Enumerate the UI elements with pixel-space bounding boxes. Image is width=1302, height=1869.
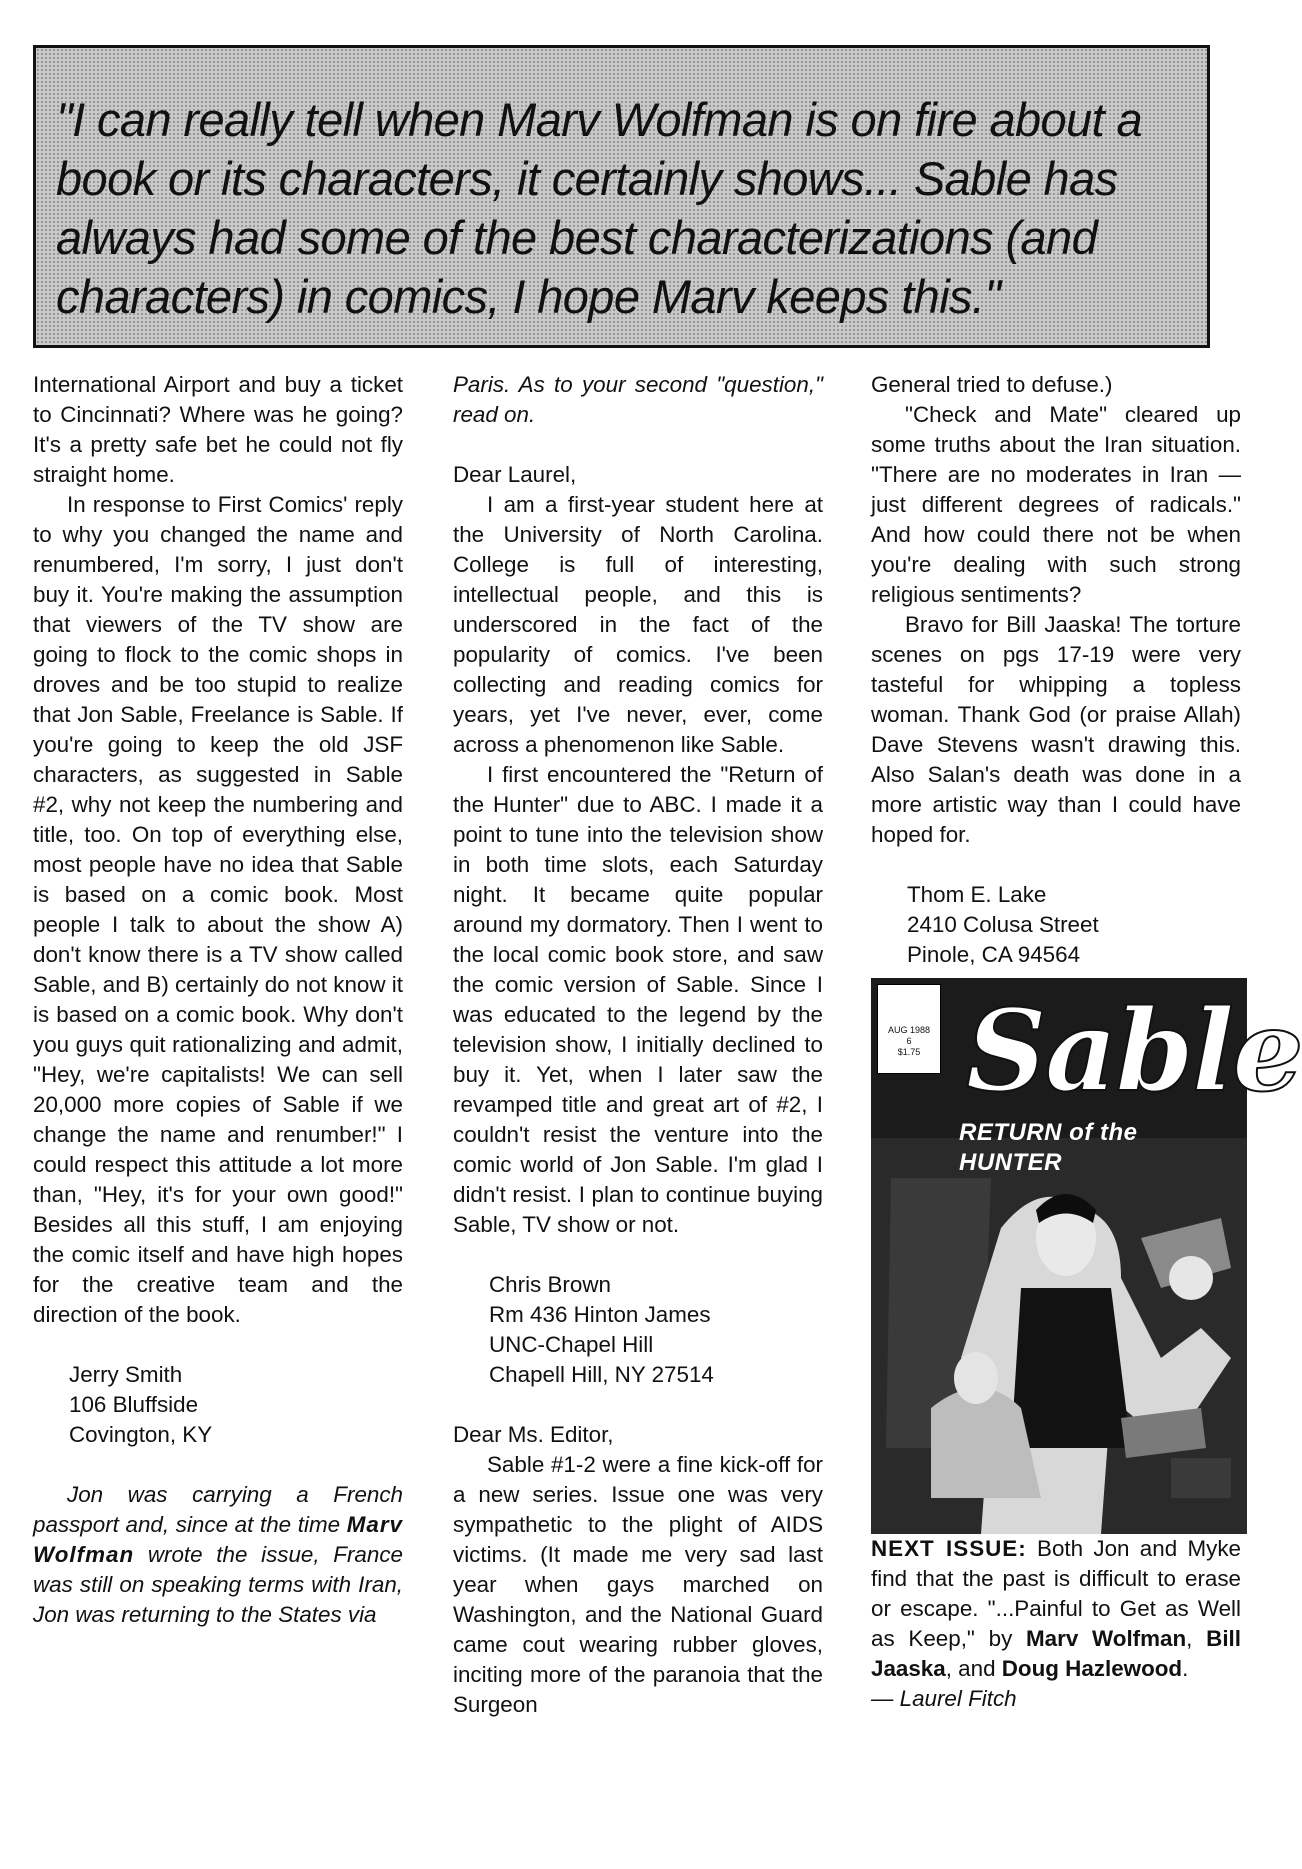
address-line: Chapell Hill, NY 27514	[489, 1362, 714, 1387]
address-line: Covington, KY	[69, 1422, 213, 1447]
address-line: Jerry Smith	[69, 1362, 183, 1387]
letter-paragraph: International Airport and buy a ticket to Cincinnati? Where was he going? It's a pretty safe bet he could not fly straight home.	[33, 372, 403, 487]
letter-paragraph: "Check and Mate" cleared up some truths about the Iran situation. "There are no moderates in Iran — just different degrees of radicals." And how could there not be when you're dealing with such strong religious sentiments?	[871, 402, 1241, 607]
letter-greeting: Dear Ms. Editor,	[453, 1422, 614, 1447]
next-issue-blurb: NEXT ISSUE: Both Jon and Myke find that the past is difficult to erase or escape. "...Painful to Get as Well as Keep," by Marv Wolfman, Bill Jaaska, and Doug Hazlewood.	[871, 1536, 1241, 1681]
editor-signature: — Laurel Fitch	[871, 1686, 1017, 1711]
address-line: 106 Bluffside	[69, 1392, 199, 1417]
author-name: Marv Wolfman	[33, 1512, 403, 1567]
pull-quote-box	[33, 45, 1210, 348]
cover-date: AUG 1988	[887, 1025, 931, 1035]
column-1	[33, 370, 403, 1630]
address-line: UNC-Chapel Hill	[489, 1332, 654, 1357]
editor-reply: Jon was carrying a French passport and, since at the time Marv Wolfman wrote the issue, France was still on speaking terms with Iran, Jon was returning to the States via	[33, 1482, 403, 1627]
letter-paragraph: Sable #1-2 were a fine kick-off for a new series. Issue one was very sympathetic to the plight of AIDS victims. (It made me very sad last year when gays marched on Washington, and the National Guard came cout wearing rubber gloves, inciting more of the paranoia that the Surgeon	[453, 1452, 823, 1717]
cover-corner-box	[877, 984, 941, 1074]
letter-signature-address	[871, 880, 1241, 970]
letter-paragraph: Bravo for Bill Jaaska! The torture scenes on pgs 17-19 were very tasteful for whipping a topless woman. Thank God (or praise Allah) Dave Stevens wasn't drawing this. Also Salan's death was done in a more artistic way than I could have hoped for.	[871, 612, 1241, 847]
address-line: Pinole, CA 94564	[907, 942, 1081, 967]
author-name: Marv Wolfman	[1026, 1626, 1187, 1651]
column-2	[453, 370, 823, 1720]
address-line: 2410 Colusa Street	[907, 912, 1099, 937]
letter-signature-address	[33, 1360, 403, 1450]
letter-paragraph: I first encountered the "Return of the Hunter" due to ABC. I made it a point to tune into the television show in both time slots, each Saturday night. It became quite popular around my dormatory. Then I went to the local comic book store, and saw the comic version of Sable. Since I was educated to the legend by the television show, I initially declined to buy it. Yet, when I later saw the revamped title and great art of #2, I couldn't resist the venture into the comic world of Jon Sable. I'm glad I didn't resist. I plan to continue buying Sable, TV show or not.	[453, 762, 823, 1237]
address-line: Rm 436 Hinton James	[489, 1302, 711, 1327]
letter-paragraph: I am a first-year student here at the University of North Carolina. College is full of interesting, intellectual people, and this is underscored in the fact of the popularity of comics. I've been collecting and reading comics for years, yet I've never, ever, come across a phenomenon like Sable.	[453, 492, 823, 757]
letter-paragraph: In response to First Comics' reply to why you changed the name and renumbered, I'm sorry, I just don't buy it. You're making the assumption that viewers of the TV show are going to flock to the comic shops in droves and be too stupid to realize that Jon Sable, Freelance is Sable. If you're going to keep the old JSF characters, as suggested in Sable #2, why not keep the numbering and title, too. On top of everything else, most people have no idea that Sable is based on a comic book. Most people I talk to about the show A) don't know there is a TV show called Sable, and B) certainly do not know it is based on a comic book. Why don't you guys quit rationalizing and admit, "Hey, we're capitalists! We can sell 20,000 more copies of Sable if we change the name and renumber!" I could respect this attitude a lot more than, "Hey, it's for your own good!" Besides all this stuff, I am enjoying the comic itself and have high hopes for the creative team and the direction of the book.	[33, 492, 403, 1327]
editor-reply: Paris. As to your second "question," read on.	[453, 372, 823, 427]
cover-subtitle: RETURN of the HUNTER	[959, 1119, 1138, 1176]
column-3	[871, 370, 1302, 1714]
address-line: Thom E. Lake	[907, 882, 1047, 907]
author-name: Bill Jaaska	[871, 1626, 1241, 1681]
next-issue-label: NEXT ISSUE:	[871, 1536, 1027, 1561]
address-line: Chris Brown	[489, 1272, 611, 1297]
comic-cover-image	[871, 978, 1302, 1534]
letter-greeting: Dear Laurel,	[453, 462, 577, 487]
pull-quote-text: "I can really tell when Marv Wolfman is on fire about a book or its characters, it certainly shows... Sable has always had some of the best characterizations (and characters) in comics, I hope Marv keeps this."	[56, 93, 1143, 323]
letter-paragraph: General tried to defuse.)	[871, 372, 1113, 397]
cover-issue-number: 6	[906, 1036, 912, 1046]
cover-logo: Sable	[966, 986, 1302, 1117]
letter-signature-address	[453, 1270, 823, 1390]
author-name: Doug Hazlewood	[1001, 1656, 1183, 1681]
cover-price: $1.75	[897, 1047, 921, 1057]
